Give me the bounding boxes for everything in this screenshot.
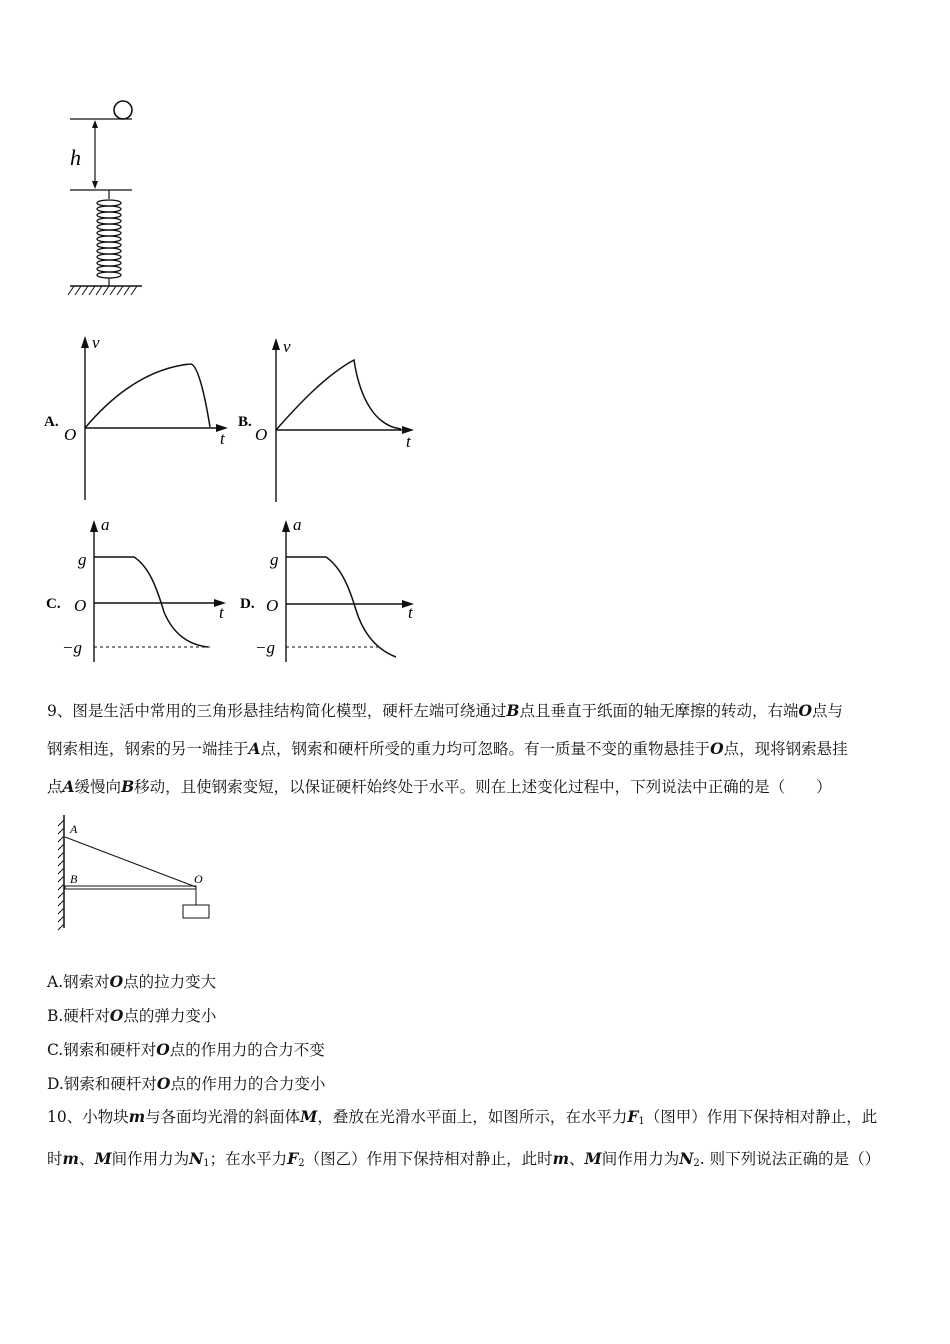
steel-cable: [65, 837, 196, 887]
label-b: B: [70, 872, 78, 886]
q10-number: 10、: [47, 1108, 83, 1126]
option-a-label: A.: [44, 414, 59, 430]
question-10: 10、小物块m与各面均光滑的斜面体M，叠放在光滑水平面上，如图所示，在水平力$F_1$（图甲）作用下保持相对静止，此 时m、M间作用力为$N_1$；在水平力$F_2$（图乙）作用下保持相对静止，此时m、M间作用力为$N_2$. 则下列说法正确的是（）: [47, 1107, 881, 1169]
h-label: h: [70, 145, 81, 170]
a-t-curve: [94, 557, 208, 647]
t-axis-label: t: [219, 603, 224, 622]
hanging-weight: [183, 905, 209, 918]
t-axis-label: t: [406, 432, 411, 451]
neg-g-label: −g: [62, 638, 82, 657]
g-label: g: [270, 550, 279, 569]
wall-hatch: [58, 820, 64, 930]
t-axis-label: t: [408, 603, 413, 622]
ground-hatch: [68, 286, 137, 295]
rigid-rod: [65, 886, 196, 889]
a-t-curve: [286, 557, 396, 657]
a-axis-label: a: [101, 515, 110, 534]
graph-option-c: [42, 512, 242, 672]
label-o: O: [194, 872, 203, 886]
q9-option-a[interactable]: A.钢索对O点的拉力变大: [47, 972, 217, 991]
q9-option-c[interactable]: C.钢索和硬杆对O点的作用力的合力不变: [47, 1040, 325, 1059]
v-t-curve: [276, 360, 401, 430]
option-d-label: D.: [240, 596, 255, 612]
ball: [114, 101, 132, 119]
q9-number: 9、: [47, 702, 73, 720]
q9-option-b[interactable]: B.硬杆对O点的弹力变小: [47, 1006, 217, 1025]
spring-ball-figure: [60, 95, 160, 305]
t-axis-label: t: [220, 429, 225, 448]
graph-option-b: [236, 330, 436, 510]
v-axis-label: v: [92, 333, 100, 352]
origin-label: O: [64, 425, 77, 444]
q9-option-d[interactable]: D.钢索和硬杆对O点的作用力的合力变小: [47, 1074, 326, 1093]
origin-label: O: [74, 596, 87, 615]
origin-label: O: [266, 596, 279, 615]
option-b-label: B.: [238, 414, 252, 430]
origin-label: O: [255, 425, 268, 444]
label-a: A: [70, 822, 78, 836]
a-axis-label: a: [293, 515, 302, 534]
v-t-curve: [85, 364, 210, 428]
graph-option-d: [236, 512, 436, 672]
spring: [97, 200, 121, 278]
graph-option-a: [42, 330, 242, 510]
g-label: g: [78, 550, 87, 569]
question-9: 9、图是生活中常用的三角形悬挂结构简化模型，硬杆左端可绕通过B点且垂直于纸面的轴无摩擦的转动，右端O点与 钢索相连，钢索的另一端挂于A点，钢索和硬杆所受的重力均可忽略。有一质量不变的重物悬挂于O点，现将钢索悬挂 点A缓慢向B移动，且使钢索变短，以保证硬杆始终处于水平。则在上述变化过程中，下列说法中正确的是（ ）: [47, 701, 848, 796]
neg-g-label: −g: [255, 638, 275, 657]
v-axis-label: v: [283, 337, 291, 356]
option-c-label: C.: [46, 596, 61, 612]
q9-structure-figure: [50, 810, 230, 935]
